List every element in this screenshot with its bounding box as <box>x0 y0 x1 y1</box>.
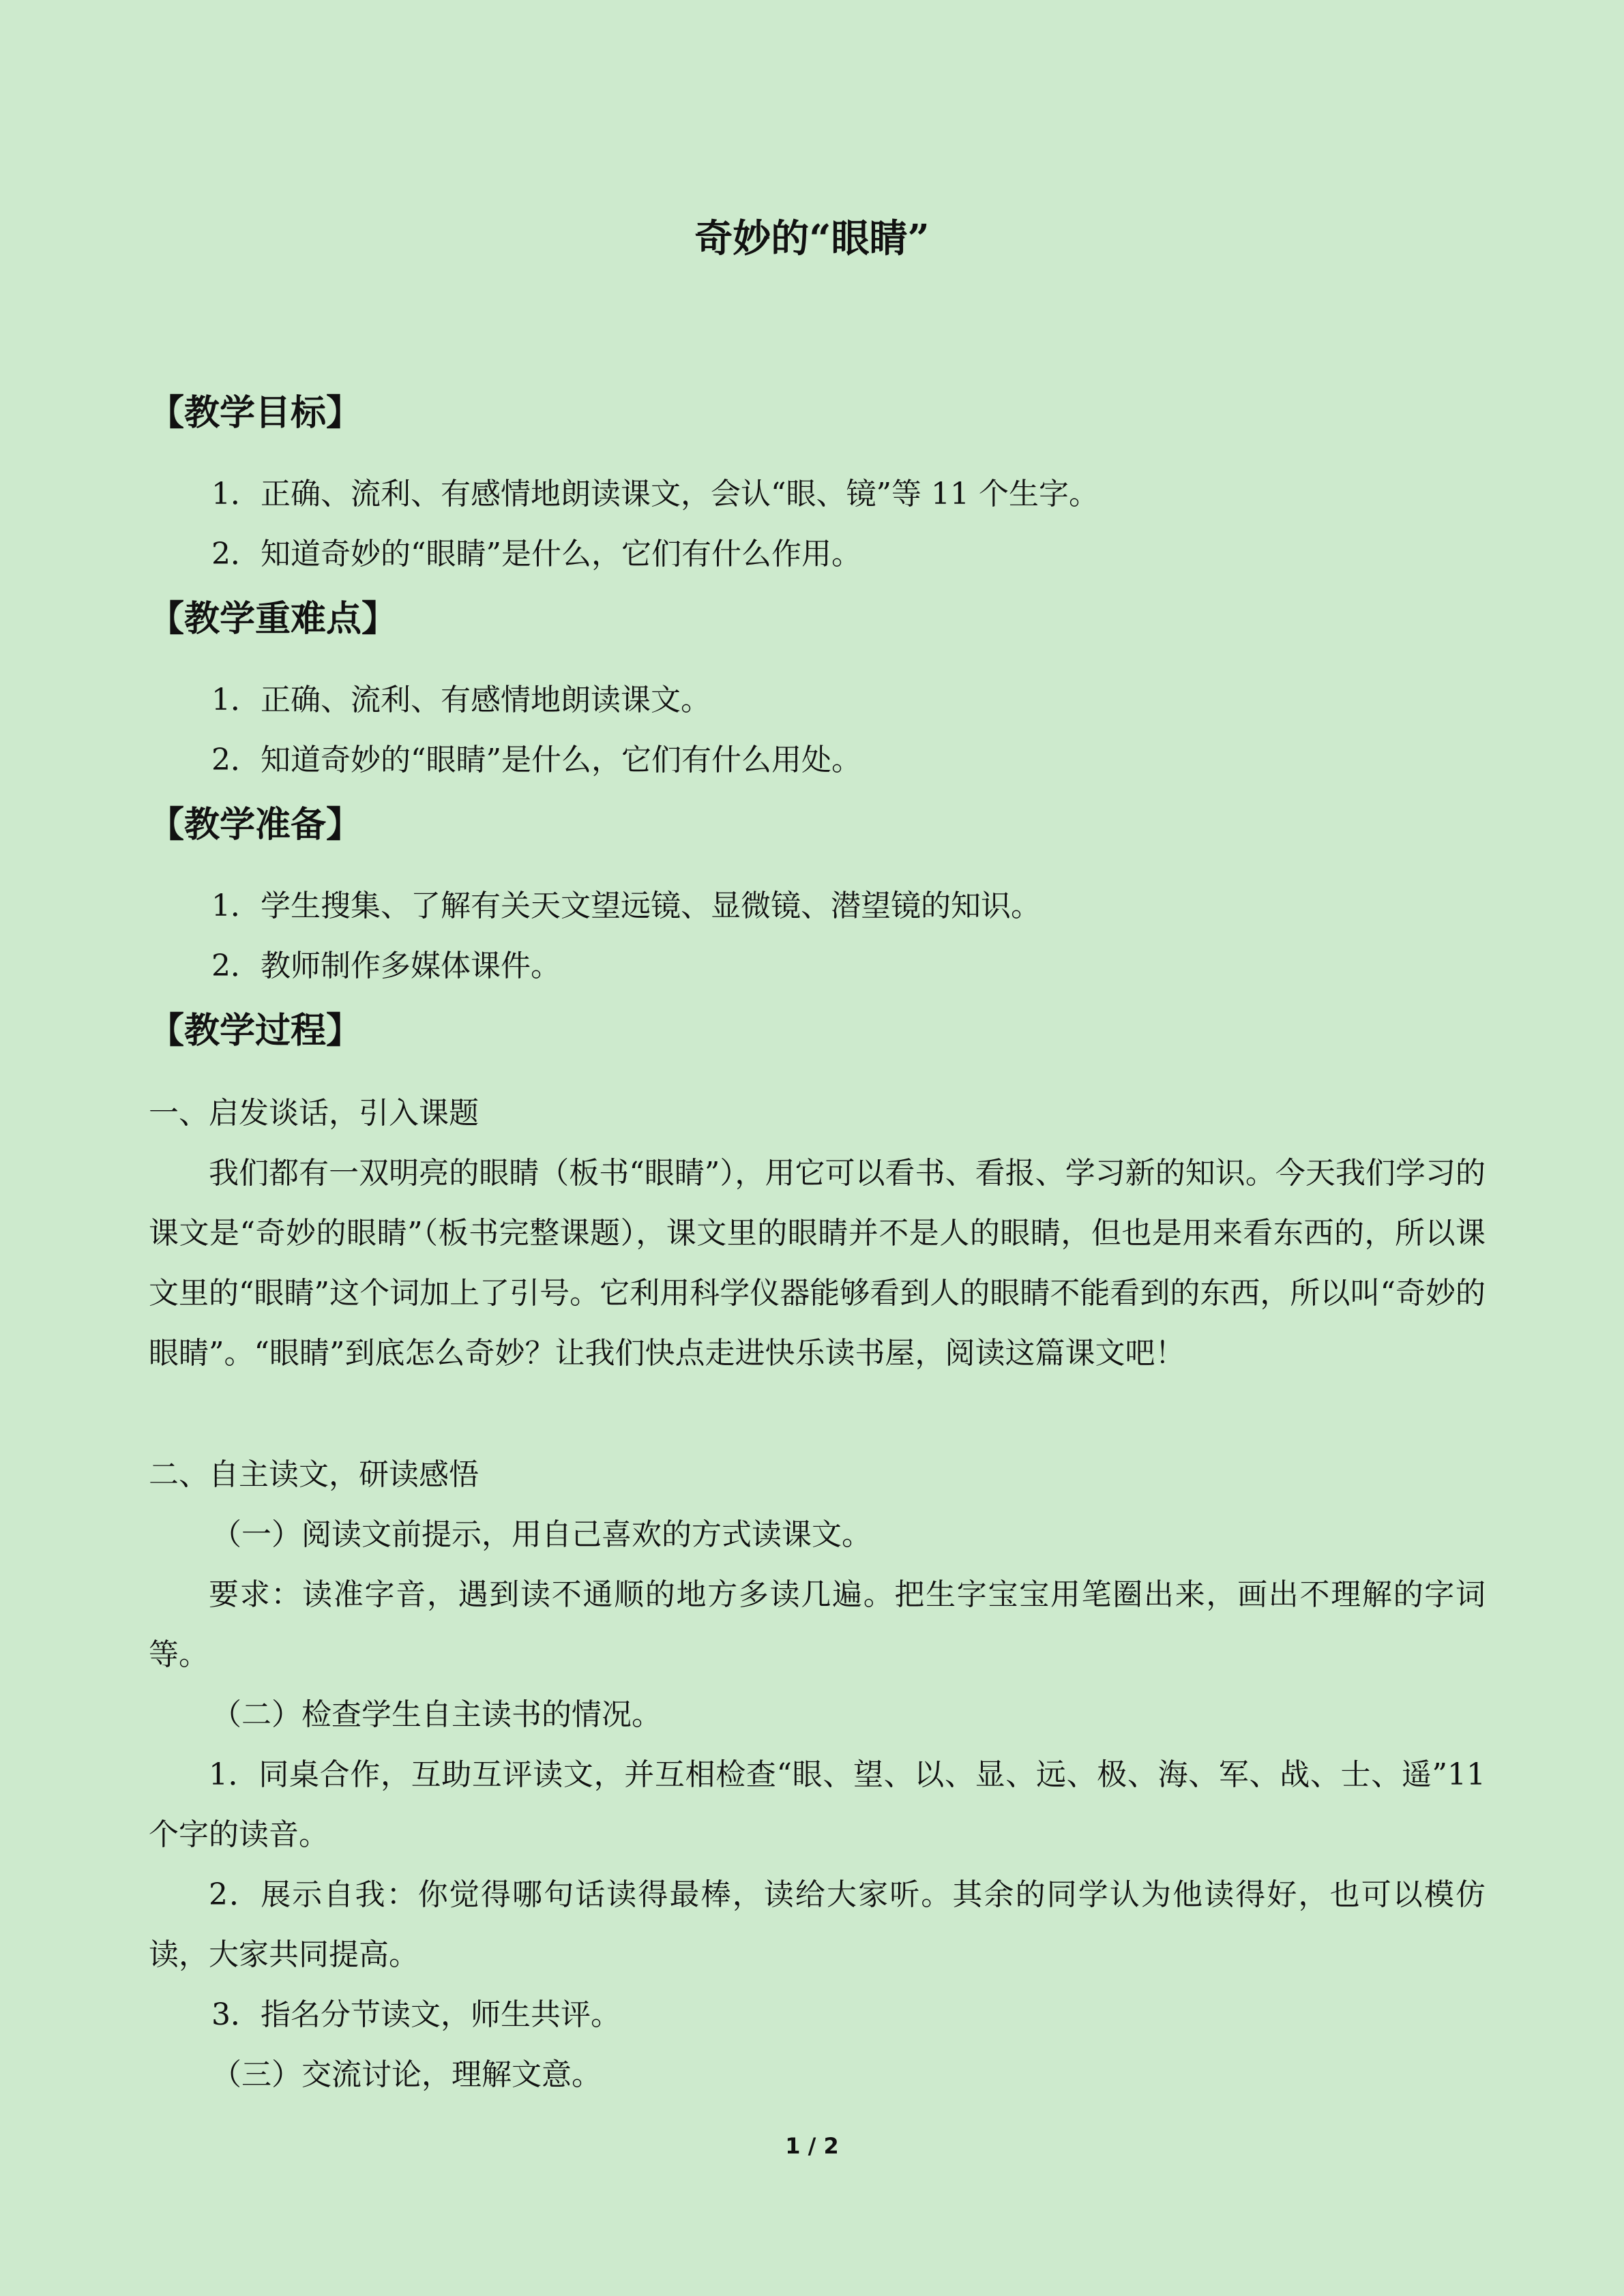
key-point-item-1: 1．正确、流利、有感情地朗读课文。 <box>211 683 711 717</box>
process-step1-paragraph: 1．同桌合作，互助互评读文，并互相检查“眼、望、以、显、远、极、海、军、战、士、遥”11 个字的读音。 <box>149 1757 1486 1852</box>
preparation-item-1: 1．学生搜集、了解有关天文望远镜、显微镜、潜望镜的知识。 <box>211 889 1041 923</box>
document-title: 奇妙的“眼睛” <box>694 216 930 261</box>
process-part1-paragraph: 我们都有一双明亮的眼睛（板书“眼睛”），用它可以看书、看报、学习新的知识。今天我们学习的课文是“奇妙的眼睛”（板书完整课题），课文里的眼睛并不是人的眼睛，但也是用来看东西的，所以课文里的“眼睛”这个词加上了引号。它利用科学仪器能够看到人的眼睛不能看到的东西，所以叫“奇妙的眼睛”。“眼睛”到底怎么奇妙？让我们快点走进快乐读书屋，阅读这篇课文吧！ <box>149 1156 1486 1371</box>
section-heading-key-points: 【教学重难点】 <box>149 598 398 640</box>
process-part1-title: 一、启发谈话，引入课题 <box>149 1096 479 1131</box>
section-heading-goals: 【教学目标】 <box>149 392 362 434</box>
goal-item-1: 1．正确、流利、有感情地朗读课文，会认“眼、镜”等 11 个生字。 <box>211 477 1099 511</box>
process-part2-title: 二、自主读文，研读感悟 <box>149 1457 479 1492</box>
section-heading-preparation: 【教学准备】 <box>149 804 362 846</box>
process-step3: 3．指名分节读文，师生共评。 <box>211 1997 621 2032</box>
goal-item-2: 2．知道奇妙的“眼睛”是什么，它们有什么作用。 <box>211 537 861 571</box>
preparation-item-2: 2．教师制作多媒体课件。 <box>211 949 561 983</box>
key-point-item-2: 2．知道奇妙的“眼睛”是什么，它们有什么用处。 <box>211 743 861 777</box>
process-sub1: （一）阅读文前提示，用自己喜欢的方式读课文。 <box>211 1517 872 1552</box>
process-sub3: （三）交流讨论，理解文意。 <box>211 2057 602 2092</box>
section-heading-process: 【教学过程】 <box>149 1010 362 1052</box>
process-step2-paragraph: 2．展示自我：你觉得哪句话读得最棒，读给大家听。其余的同学认为他读得好，也可以模仿读，大家共同提高。 <box>149 1877 1486 1972</box>
process-requirement-paragraph: 要求：读准字音，遇到读不通顺的地方多读几遍。把生字宝宝用笔圈出来，画出不理解的字词等。 <box>149 1577 1486 1672</box>
process-sub2: （二）检查学生自主读书的情况。 <box>211 1697 662 1732</box>
page-number: 1 / 2 <box>785 2133 839 2159</box>
